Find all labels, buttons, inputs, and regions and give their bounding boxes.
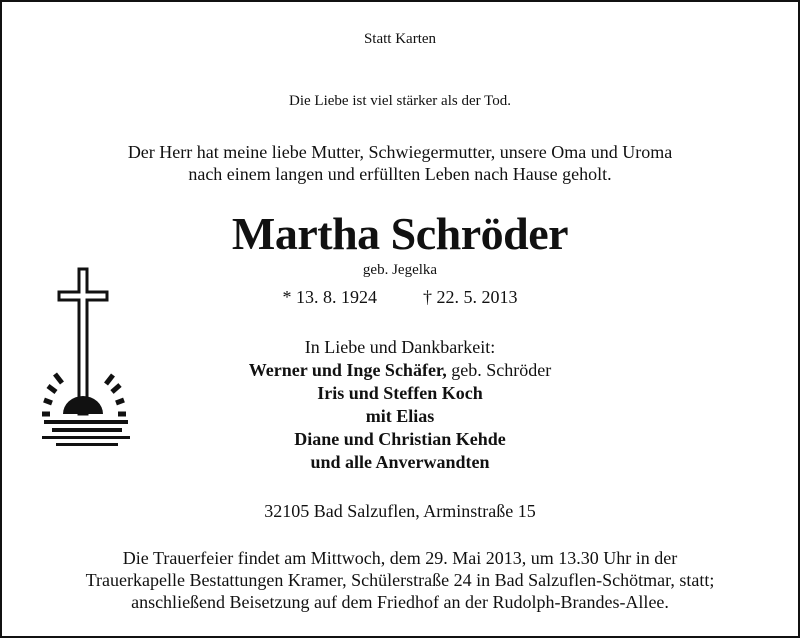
funeral-line-1: Die Trauerfeier findet am Mittwoch, dem 29. Mai 2013, um 13.30 Uhr in der (122, 548, 678, 568)
funeral-line-3: anschließend Beisetzung auf dem Friedhof an der Rudolph-Brandes-Allee. (131, 592, 669, 612)
address-line: 32105 Bad Salzuflen, Arminstraße 15 (264, 501, 536, 521)
birth-date: * 13. 8. 1924 (282, 287, 377, 307)
death-date: † 22. 5. 2013 (423, 287, 518, 307)
mourner-line-5: und alle Anverwandten (310, 452, 490, 472)
mourner-line-2: Iris und Steffen Koch (317, 383, 483, 403)
mourner-line-4: Diane und Christian Kehde (294, 429, 506, 449)
deceased-name: Martha Schröder (231, 208, 569, 259)
funeral-line-2: Trauerkapelle Bestattungen Kramer, Schülerstraße 24 in Bad Salzuflen-Schötmar, statt; (85, 570, 715, 590)
mourner-line-3: mit Elias (365, 406, 435, 426)
maiden-name: geb. Jegelka (362, 262, 438, 278)
cross-sunrise-icon (42, 264, 134, 449)
mourner-1-maiden: geb. Schröder (446, 360, 552, 380)
header-text: Statt Karten (363, 31, 437, 47)
motto-text: Die Liebe ist viel stärker als der Tod. (289, 93, 511, 109)
thanks-line: In Liebe und Dankbarkeit: (304, 337, 496, 357)
intro-line-1: Der Herr hat meine liebe Mutter, Schwiegermutter, unsere Oma und Uroma (127, 142, 673, 162)
intro-line-2: nach einem langen und erfüllten Leben nach Hause geholt. (188, 164, 612, 184)
mourner-1-name: Werner und Inge Schäfer, (248, 360, 447, 380)
